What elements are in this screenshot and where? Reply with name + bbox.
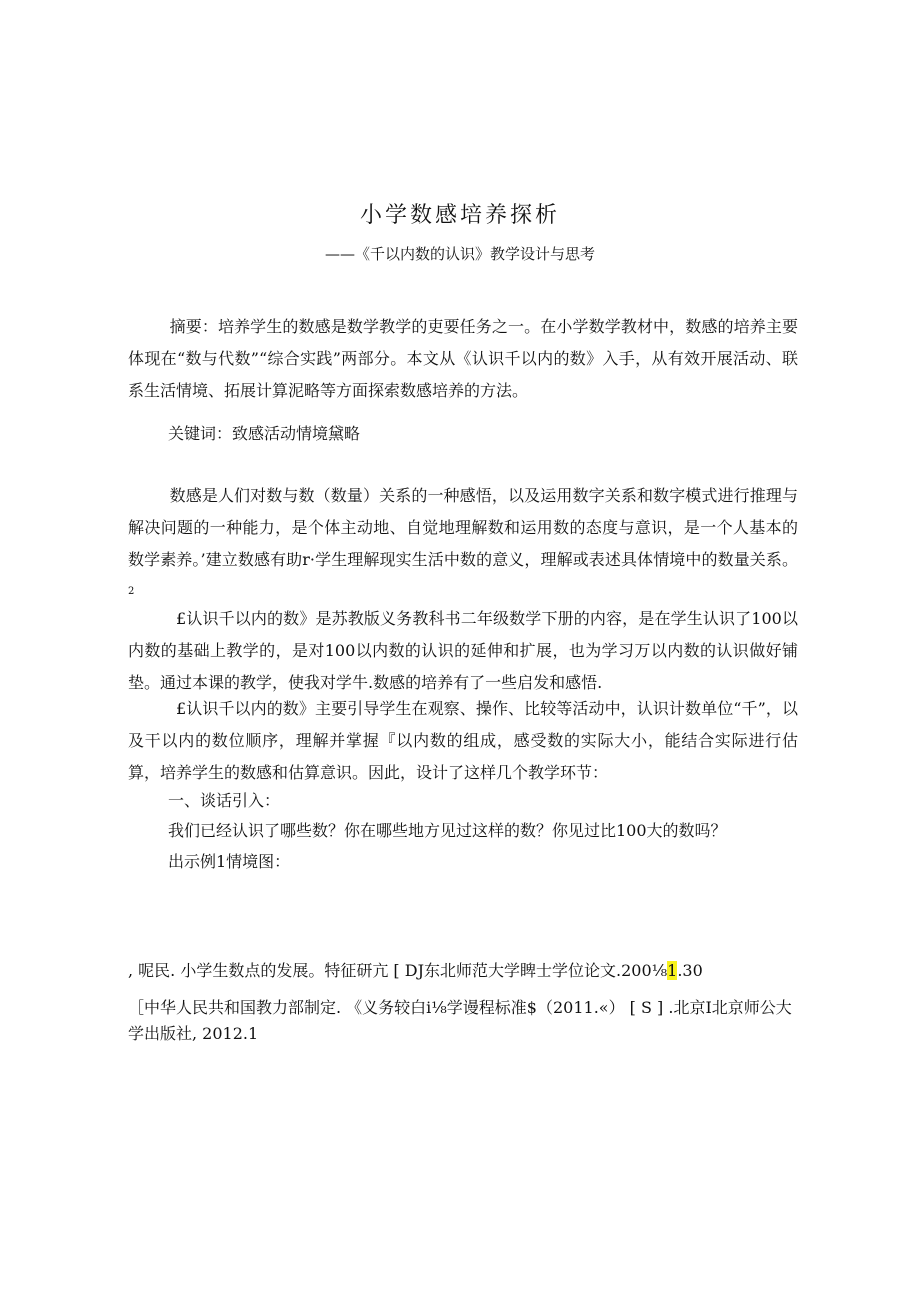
footnote-1 — [128, 958, 798, 984]
footnote-2: ［中华人民共和国教力部制定. 《义务较白i⅛学谩程标准$（2011.«） [ S ] .北京I北京师公大学出版社, 2012.1 — [128, 998, 792, 1043]
footnote-ref-2: 2 — [128, 586, 135, 597]
body-paragraph-3: £认识千以内的数》主要引导学生在观察、操作、比较等活动中，认识计数单位“千”，以及干以内的数位顺序，理解并掌握『以内数的组成，感受数的实际大小，能结合实际进行估算，培养学生的数感和估算意识。因此，设计了这样几个教学环节： — [128, 699, 798, 782]
paragraph-1-text: 数感是人们对数与数（数量）关系的一种感悟，以及运用数字关系和数字模式进行推理与解决问题的一种能力，是个体主动地、自觉地理解数和运用数的态度与意识，是一个人基本的数学素养。’建立数感有助r·学生理解现实生活中数的意义，理解或表述具体情境中的数量关系。 — [128, 486, 798, 569]
question-line: 我们已经认识了哪些数？你在哪些地方见过这样的数？你见过比100大的数吗？ — [168, 821, 727, 840]
page-title: 小学数感培养探析 — [359, 203, 560, 228]
abstract-paragraph: 摘要：培养学生的数感是数学教学的吏要任务之一。在小学数学教材中，数感的培养主要体现在“数与代数”“综合实践”两部分。本文从《认识千以内的数》入手，从有效开展活动、联系生活情境、拓展计算泥略等方面探索数感培养的方法。 — [128, 317, 798, 400]
footnote-1-highlight: 1 — [667, 961, 678, 980]
footnote-1-tail: .30 — [677, 961, 703, 980]
footnote-1-text: , 呢民. 小学生数点的发展。特征研亢 [ DJ东北师范大学睥士学位论文.200⅛ — [128, 961, 668, 980]
example-line: 出示例1情境图： — [168, 852, 291, 871]
section-heading-1: 一、谈话引入： — [168, 791, 281, 810]
keywords-line: 关键词：致感活动情境黛略 — [168, 424, 361, 443]
body-paragraph-2: £认识千以内的数》是苏教版义务教科书二年级数学下册的内容，是在学生认识了100以内数的基础上教学的，是对100以内数的认识的延伸和扩展，也为学习万以内数的认识做好铺垫。通过本课的教学，使我对学牛.数感的培养有了一些启发和感悟. — [128, 609, 798, 692]
body-paragraph-1 — [128, 480, 798, 611]
page-subtitle: ——《千以内数的认识》教学设计与思考 — [324, 245, 595, 263]
